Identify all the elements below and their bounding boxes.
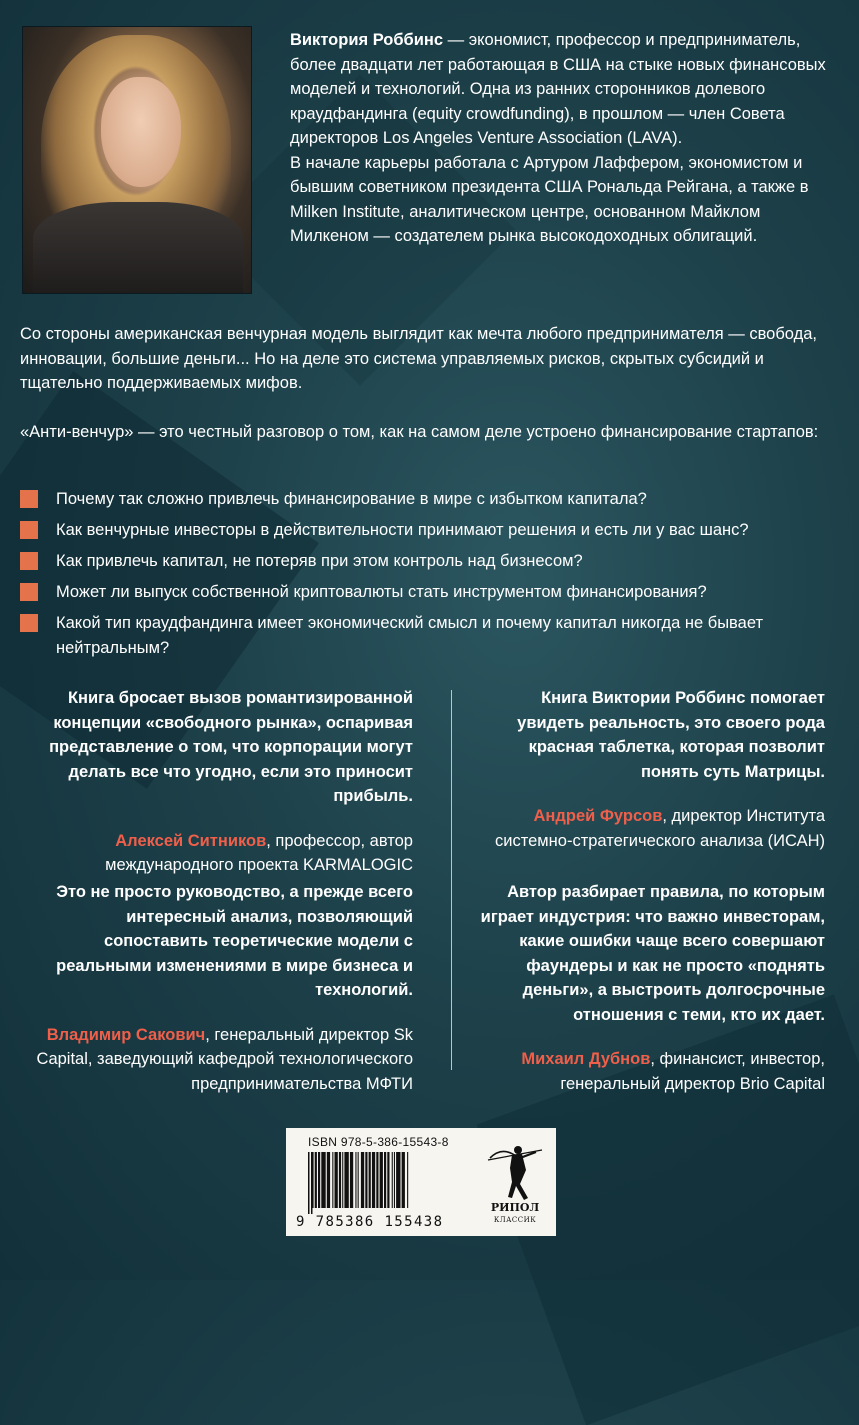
quote-author-role: , профессор, автор международного проекта KARMALOGIC (105, 831, 413, 874)
quote-text: Это не просто руководство, а прежде всего интересный анализ, позволяющий сопоставить теоретические модели с реальными изменениями в мире бизнеса и технологий. (56, 883, 413, 999)
barcode-icon (308, 1152, 474, 1214)
square-bullet-icon (20, 521, 38, 539)
list-item-text: Какой тип краудфандинга имеет экономический смысл и почему капитал никогда не бывает нейтральным? (56, 614, 764, 657)
quote-attribution (30, 1023, 413, 1097)
list-item-text: Как привлечь капитал, не потеряв при этом контроль над бизнесом? (56, 552, 583, 570)
bullet-list (20, 487, 840, 667)
list-item-text: Почему так сложно привлечь финансирование в мире с избытком капитала? (56, 490, 647, 508)
quote-author: Владимир Сакович (46, 1025, 206, 1044)
square-bullet-icon (20, 552, 38, 570)
review-quote (470, 686, 825, 853)
list-item (20, 518, 840, 543)
description-paragraph-1: Со стороны американская венчурная модель выглядит как мечта любого предпринимателя — свобода, инновации, большие деньги... Но на деле это система управляемых рисков, скрытых субсидий и тщательно поддерживаемых мифов. (20, 325, 818, 392)
bio-paragraph-1 (290, 28, 838, 151)
bio-paragraph-1-text: — экономист, профессор и предприниматель, более двадцати лет работающая в США на стыке новых финансовых моделей и технологий. Одна из ранних сторонников долевого краудфандинга (equity crowdfunding), в прошлом — член Совета директоров Los Angeles Venture Association (LAVA). (290, 31, 826, 147)
quote-attribution (470, 1047, 825, 1096)
book-description (20, 322, 840, 444)
list-item-text: Может ли выпуск собственной криптовалюты стать инструментом финансирования? (56, 583, 707, 601)
list-item (20, 549, 840, 574)
square-bullet-icon (20, 614, 38, 632)
author-photo-face (101, 77, 181, 187)
isbn-label: ISBN 978-5-386-15543-8 (308, 1135, 449, 1149)
square-bullet-icon (20, 490, 38, 508)
review-quote (470, 880, 825, 1096)
author-photo-jacket (33, 202, 243, 293)
list-item-text: Как венчурные инвесторы в действительности принимают решения и есть ли у вас шанс? (56, 521, 749, 539)
column-divider (451, 690, 452, 1070)
list-item (20, 611, 840, 660)
author-name: Виктория Роббинс (290, 31, 444, 49)
barcode-panel (286, 1128, 556, 1236)
quote-author: Андрей Фурсов (533, 807, 663, 825)
quote-text: Автор разбирает правила, по которым играет индустрия: что важно инвесторам, какие ошибки чаще всего совершают фаундеры и как не просто «поднять деньги», а выстроить долгосрочные отношения с теми, кто их дает. (480, 883, 825, 1024)
square-bullet-icon (20, 583, 38, 601)
quote-author: Михаил Дубнов (521, 1050, 651, 1068)
quote-text: Книга Виктории Роббинс помогает увидеть реальность, это своего рода красная таблетка, которая позволит понять суть Матрицы. (517, 689, 825, 781)
review-quote (30, 686, 413, 878)
description-paragraph-2: «Анти-венчур» — это честный разговор о том, как на самом деле устроено финансирование стартапов: (20, 422, 819, 441)
quote-attribution (470, 804, 825, 853)
quote-author: Алексей Ситников (115, 831, 267, 850)
author-photo (22, 26, 252, 294)
quote-author-role: , директор Института системно-стратегического анализа (ИСАН) (495, 807, 825, 850)
author-bio (290, 28, 838, 249)
publisher-subtitle: КЛАССИК (493, 1216, 537, 1224)
quote-attribution (30, 829, 413, 878)
list-item (20, 487, 840, 512)
quote-author-role: , генеральный директор Sk Capital, заведующий кафедрой технологического предпринимательства МФТИ (36, 1025, 413, 1093)
publisher-name: РИПОЛ (490, 1201, 540, 1214)
list-item (20, 580, 840, 605)
barcode-digits: 9 785386 155438 (296, 1214, 444, 1230)
quote-author-role: , финансист, инвестор, генеральный директор Brio Capital (560, 1050, 825, 1093)
quote-text: Книга бросает вызов романтизированной концепции «свободного рынка», оспаривая представление о том, что корпорации могут делать все что угодно, если это приносит прибыль. (49, 689, 413, 805)
bio-paragraph-2: В начале карьеры работала с Артуром Лаффером, экономистом и бывшим советником президента США Рональда Рейгана, а также в Milken Institute, аналитическом центре, основанном Майклом Милкеном — создателем рынка высокодоходных облигаций. (290, 153, 809, 245)
review-quote (30, 880, 413, 1096)
